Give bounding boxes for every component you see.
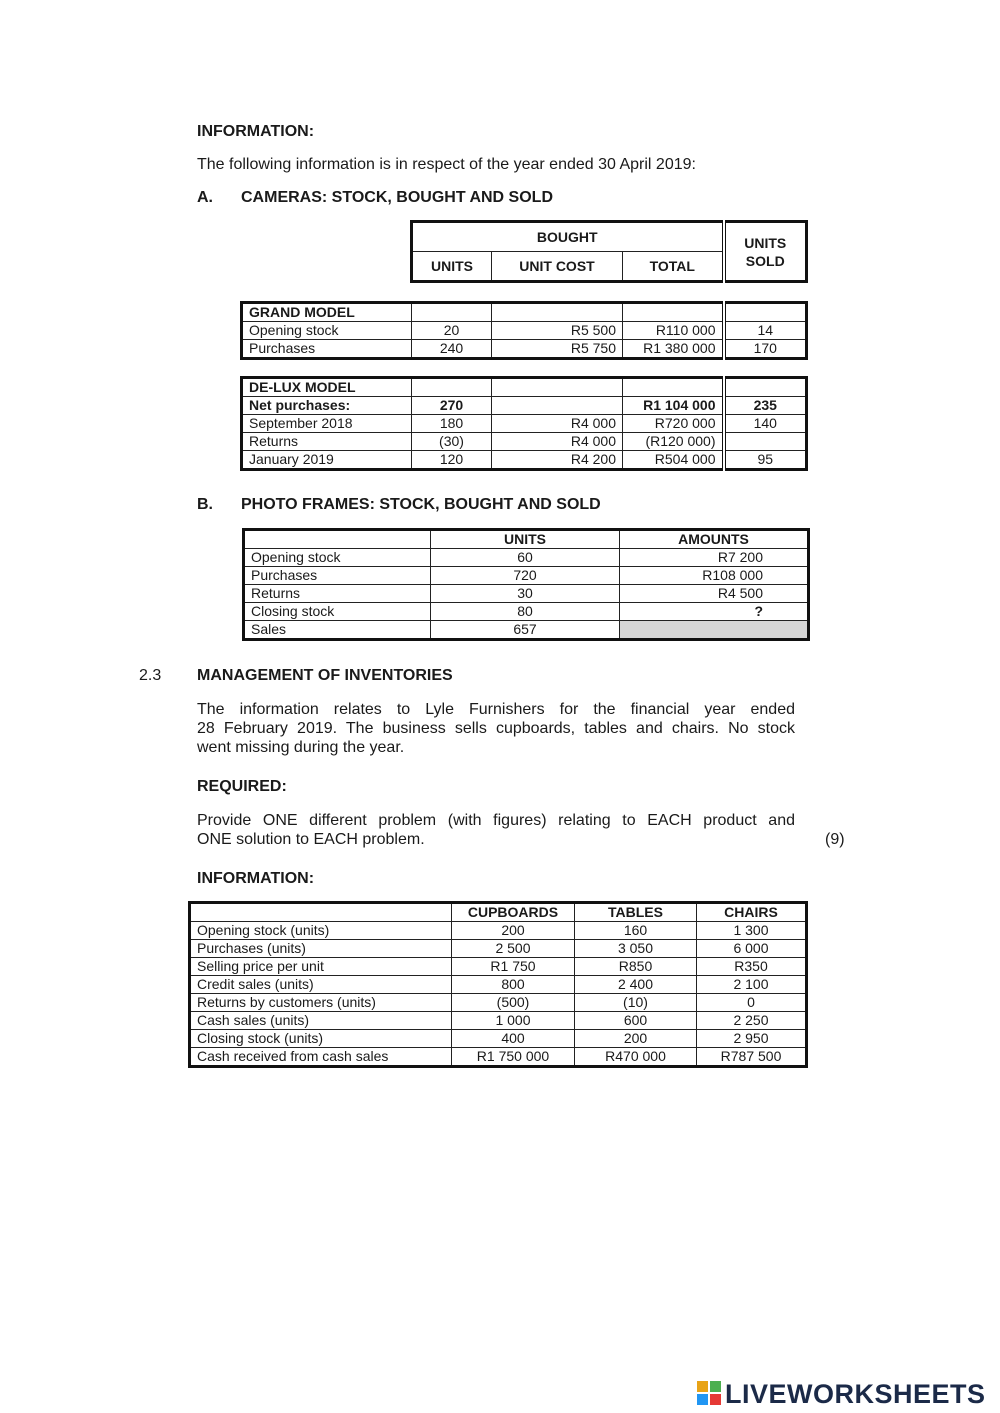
- liveworksheets-logo-icon: [697, 1381, 721, 1405]
- total-col-header: TOTAL: [623, 252, 724, 282]
- table-row: [242, 451, 807, 470]
- delux-model-title: DE-LUX MODEL: [242, 378, 412, 397]
- cell: R4 000: [492, 415, 623, 433]
- table-row: [242, 415, 807, 433]
- cell: R350: [697, 958, 807, 976]
- table-row: [242, 340, 807, 359]
- row-label: Selling price per unit: [190, 958, 452, 976]
- cell: 80: [431, 603, 620, 621]
- cell: R110 000: [623, 322, 724, 340]
- cell: R4 500: [620, 585, 809, 603]
- cell: 170: [724, 340, 807, 359]
- section-23-title: MANAGEMENT OF INVENTORIES: [197, 667, 453, 684]
- cell: R4 200: [492, 451, 623, 470]
- row-label: Opening stock: [242, 322, 412, 340]
- intro-text: The following information is in respect of the year ended 30 April 2019:: [197, 156, 696, 173]
- row-label: Closing stock (units): [190, 1030, 452, 1048]
- table-row: [244, 603, 809, 621]
- cell: 95: [724, 451, 807, 470]
- shaded-cell: [620, 621, 809, 640]
- cell: ?: [620, 603, 809, 621]
- required-line-2: ONE solution to EACH problem.: [197, 831, 425, 848]
- section-a-title: CAMERAS: STOCK, BOUGHT AND SOLD: [241, 189, 553, 206]
- cell: 140: [724, 415, 807, 433]
- cell: 657: [431, 621, 620, 640]
- info-heading: INFORMATION:: [197, 123, 315, 140]
- table-row: [190, 940, 807, 958]
- cell: (R120 000): [623, 433, 724, 451]
- table-row: [244, 567, 809, 585]
- table-row: [244, 530, 809, 549]
- col-header-chairs: CHAIRS: [697, 903, 807, 922]
- table-row: [190, 1012, 807, 1030]
- para-line-3: went missing during the year.: [197, 739, 405, 756]
- table-row: [190, 922, 807, 940]
- cell: 240: [412, 340, 492, 359]
- cell: 3 050: [575, 940, 697, 958]
- cell: 6 000: [697, 940, 807, 958]
- row-label: Net purchases:: [242, 397, 412, 415]
- cell: 180: [412, 415, 492, 433]
- delux-model-table: [240, 376, 808, 471]
- cell: 2 100: [697, 976, 807, 994]
- photo-frames-table: [242, 528, 810, 641]
- table-row: [244, 549, 809, 567]
- cell: 600: [575, 1012, 697, 1030]
- table-row: [244, 621, 809, 640]
- units-col-header: UNITS: [412, 252, 492, 282]
- row-label: Cash received from cash sales: [190, 1048, 452, 1067]
- cell: [492, 397, 623, 415]
- row-label: January 2019: [242, 451, 412, 470]
- row-label: Opening stock (units): [190, 922, 452, 940]
- cell: 200: [452, 922, 575, 940]
- col-header-tables: TABLES: [575, 903, 697, 922]
- grand-model-title: GRAND MODEL: [242, 303, 412, 322]
- para-line-1: The information relates to Lyle Furnishers for the financial year ended: [197, 701, 795, 718]
- cell: R1 750: [452, 958, 575, 976]
- cell: R7 200: [620, 549, 809, 567]
- row-label: Returns: [242, 433, 412, 451]
- cell: 20: [412, 322, 492, 340]
- inventory-table: [188, 901, 808, 1068]
- table-row: [190, 976, 807, 994]
- cell: R470 000: [575, 1048, 697, 1067]
- required-line-1: Provide ONE different problem (with figures) relating to EACH product and: [197, 812, 795, 829]
- table-row: [242, 397, 807, 415]
- cell: 2 950: [697, 1030, 807, 1048]
- cell: 14: [724, 322, 807, 340]
- table-row: [190, 994, 807, 1012]
- row-label: Sales: [244, 621, 431, 640]
- section-a-letter: A.: [197, 189, 213, 206]
- row-label: Credit sales (units): [190, 976, 452, 994]
- cell: (500): [452, 994, 575, 1012]
- marks: (9): [825, 831, 845, 848]
- row-label: Purchases: [244, 567, 431, 585]
- cell: 0: [697, 994, 807, 1012]
- table-row: [190, 958, 807, 976]
- row-label: September 2018: [242, 415, 412, 433]
- cell: R1 750 000: [452, 1048, 575, 1067]
- cell: R108 000: [620, 567, 809, 585]
- cell: 2 400: [575, 976, 697, 994]
- units-sold-header: [724, 222, 807, 282]
- cell: 160: [575, 922, 697, 940]
- row-label: Purchases: [242, 340, 412, 359]
- bought-header: BOUGHT: [412, 222, 724, 252]
- required-heading: REQUIRED:: [197, 778, 287, 795]
- unit-cost-col-header: UNIT COST: [492, 252, 623, 282]
- cell: 30: [431, 585, 620, 603]
- row-label: Closing stock: [244, 603, 431, 621]
- row-label: Purchases (units): [190, 940, 452, 958]
- cell: R850: [575, 958, 697, 976]
- col-header-cupboards: CUPBOARDS: [452, 903, 575, 922]
- cell: 1 300: [697, 922, 807, 940]
- cell: 270: [412, 397, 492, 415]
- table-row: [242, 303, 807, 322]
- cell: (30): [412, 433, 492, 451]
- frames-amounts-header: AMOUNTS: [620, 530, 809, 549]
- cell: R5 750: [492, 340, 623, 359]
- units-sold-line1: UNITS: [744, 234, 787, 251]
- cell: 800: [452, 976, 575, 994]
- cell: R4 000: [492, 433, 623, 451]
- cameras-header-table: [410, 220, 808, 283]
- cell: 2 250: [697, 1012, 807, 1030]
- table-row: [244, 585, 809, 603]
- cell: 200: [575, 1030, 697, 1048]
- cell: R5 500: [492, 322, 623, 340]
- cell: 120: [412, 451, 492, 470]
- row-label: Returns by customers (units): [190, 994, 452, 1012]
- cell: 720: [431, 567, 620, 585]
- cell: 1 000: [452, 1012, 575, 1030]
- cell: R1 380 000: [623, 340, 724, 359]
- table-row: [190, 1030, 807, 1048]
- cell: R1 104 000: [623, 397, 724, 415]
- grand-model-table: [240, 301, 808, 360]
- section-b-letter: B.: [197, 496, 213, 513]
- row-label: Cash sales (units): [190, 1012, 452, 1030]
- cell: R504 000: [623, 451, 724, 470]
- cell: 2 500: [452, 940, 575, 958]
- row-label: Returns: [244, 585, 431, 603]
- table-row: [190, 903, 807, 922]
- table-row: [242, 322, 807, 340]
- units-sold-line2: SOLD: [745, 252, 785, 269]
- row-label: Opening stock: [244, 549, 431, 567]
- table-row: [242, 433, 807, 451]
- cell: 235: [724, 397, 807, 415]
- para-line-2: 28 February 2019. The business sells cupboards, tables and chairs. No stock: [197, 720, 795, 737]
- cell: (10): [575, 994, 697, 1012]
- cell: 60: [431, 549, 620, 567]
- cell: R720 000: [623, 415, 724, 433]
- section-number: 2.3: [139, 667, 162, 684]
- info-heading-2: INFORMATION:: [197, 870, 315, 887]
- table-row: [242, 378, 807, 397]
- table-row: [190, 1048, 807, 1067]
- frames-units-header: UNITS: [431, 530, 620, 549]
- section-b-title: PHOTO FRAMES: STOCK, BOUGHT AND SOLD: [241, 496, 601, 513]
- liveworksheets-logo-text[interactable]: LIVEWORKSHEETS: [725, 1379, 986, 1409]
- cell: [724, 433, 807, 451]
- cell: R787 500: [697, 1048, 807, 1067]
- cell: 400: [452, 1030, 575, 1048]
